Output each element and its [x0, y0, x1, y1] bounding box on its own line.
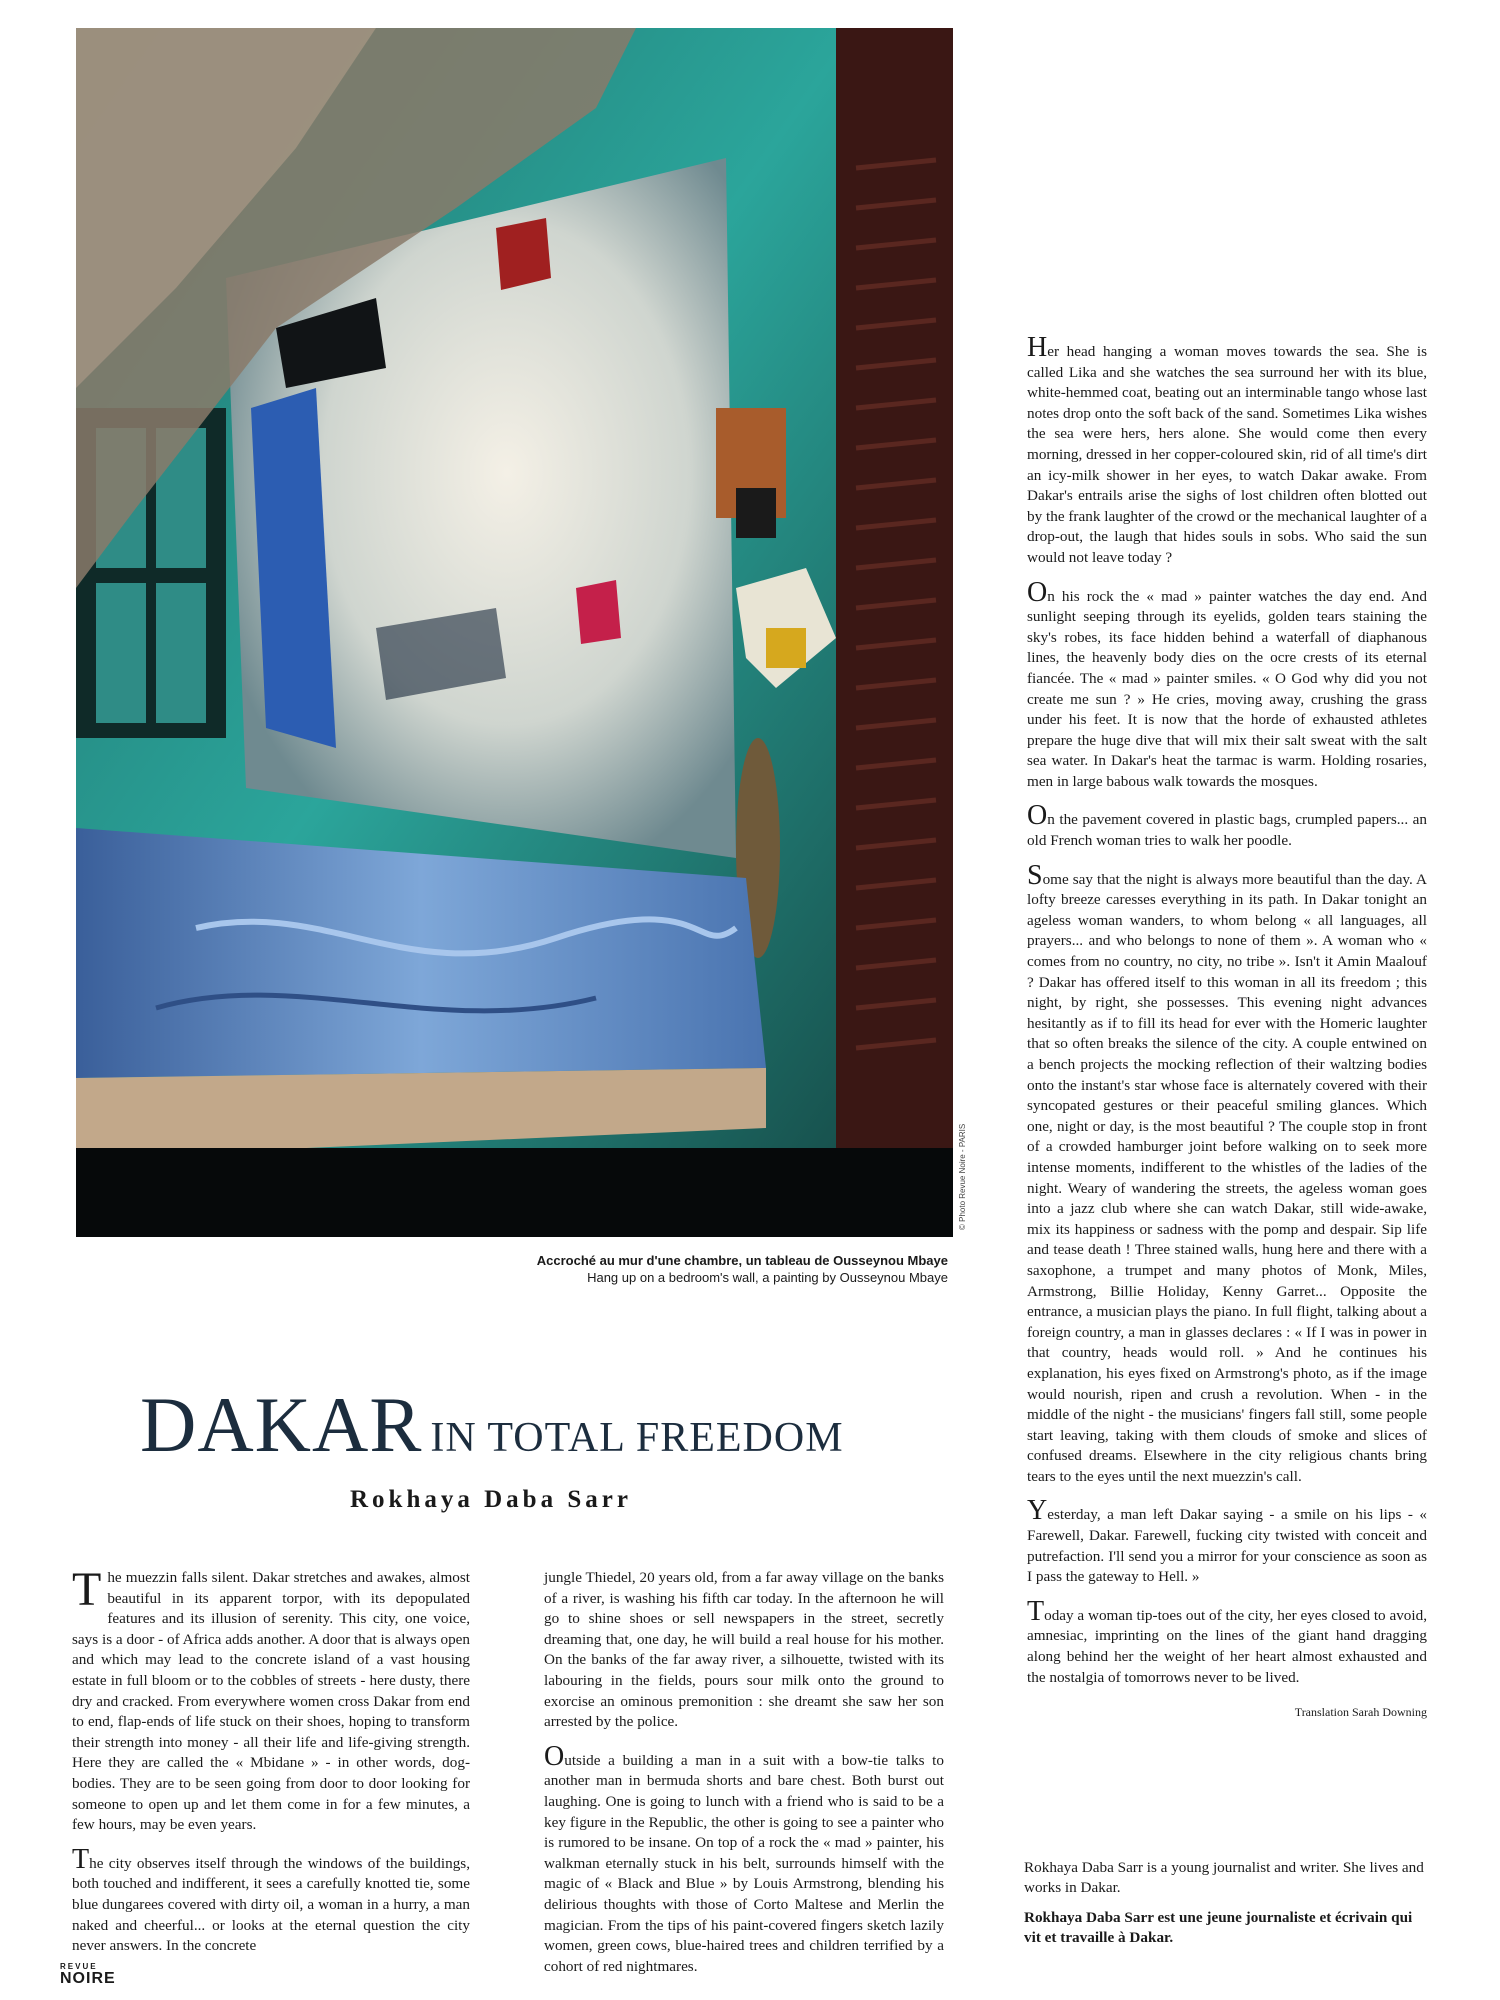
author-bio [1024, 1858, 1424, 1958]
title-sub: IN TOTAL FREEDOM [430, 1415, 844, 1461]
drop-cap: T [72, 1563, 102, 1616]
caption-french: Accroché au mur d'une chambre, un tableau de Ousseynou Mbaye [536, 1253, 948, 1268]
revue-noire-logo [60, 1962, 130, 1987]
paragraph: Some say that the night is always more beautiful than the day. A lofty breeze caresses everything in its path. In Dakar tonight an ageless woman wanders, to whom belong « all languages, all prayers... and who belongs to none of them ». A woman who « comes from no country, no city, no tribe ». Isn't it Amin Maalouf ? Dakar has offered itself to this woman in all its freedom ; this night, by right, she possesses. This evening night advances hesitantly as if to fill its head for ever with the Homeric laughter that so often breaks the silence of the city. A couple entwined on a bench projects the mocking reflection of their waltzing bodies onto the instant's star whose face is alternately covered with their syncopated gestures or their peaceful smiling glances. Which one, night or day, is the most beautiful ? The couple stop in front of a crowded hamburger joint before walking on to seek more intense moments, indifferent to the whistles of the ladies of the night. Weary of wandering the streets, the ageless woman goes into a jazz club where she can watch Dakar, still wide-awake, mix its happiness or sadness with the pomp and despair. Sip life and tease death ! Three stained walls, hung here and there with a saxophone, a trumpet and many photos of Monk, Miles, Armstrong, Billie Holiday, Kenny Garret... Opposite the entrance, a musician plays the piano. In full flight, talking about a foreign country, a man in glasses declares : « If I was in power in that country, heads would roll. » And he continues his explanation, his eyes fixed on Armstrong's photo, as if the image would nourish, ripen and crush a revolution. When - in the middle of the night - the musicians' fingers fall still, some people start leaving, taking with them clouds of smoke and slices of confused dreams. Elsewhere in the city religious chants bring tears to the eyes until the next muezzin's call. [1027, 859, 1427, 1485]
column-1 [72, 1563, 470, 1971]
paragraph: On the pavement covered in plastic bags, crumpled papers... an old French woman tries to walk her poodle. [1027, 800, 1427, 850]
article-author: Rokhaya Daba Sarr [350, 1486, 632, 1513]
photo-caption [348, 1252, 948, 1286]
paragraph: The city observes itself through the windows of the buildings, both touched and indifferent, it sees a carefully knotted tie, some blue dungarees covered with dirty oil, a woman in a hurry, a man naked and cheerful... or looks at the eternal question the city never answers. In the concrete [72, 1843, 470, 1955]
bedroom-photo-illustration [76, 28, 953, 1237]
photo-credit-text: © Photo Revue Noire - PARIS [958, 1123, 967, 1230]
translation-credit: Translation Sarah Downing [1294, 1705, 1427, 1720]
paragraph: Outside a building a man in a suit with a bow-tie talks to another man in bermuda shorts and bare chest. Both burst out laughing. One is going to lunch with a friend who is said to be a key figure in the Republic, the other is going to see a painter who is rumored to be insane. On top of a rock the « mad » painter, his walkman eternally stuck in his belt, surrounds himself with the magic of « Black and Blue » by Louis Armstrong, blending his delirious thoughts with those of Corto Maltese and Merlin the magician. From the tips of his paint-covered fingers sketch lazily women, green cows, blue-haired trees and children terrified by a cohort of red nightmares. [544, 1740, 944, 1975]
paragraph: On his rock the « mad » painter watches the day end. And sunlight seeping through its eyelids, golden tears staining the sky's robes, its face hidden behind a waterfall of diaphanous lines, the heavenly body dies on the ocre crests of its eternal fiancée. The « mad » painter smiles. « O God why did you not create me sun ? » He cries, moving away, crushing the grass under his feet. It is now that the horde of exhausted athletes prepare the huge dive that will mix their salt sweat with the salt sea water. In Dakar's heat the tarmac is warm. Holding rosaries, men in large babous walk towards the mosques. [1027, 576, 1427, 790]
column-3 [1027, 332, 1427, 1723]
paragraph: The muezzin falls silent. Dakar stretches and awakes, almost beautiful in its apparent torpor, with its depopulated features and its illusion of serenity. This city, one voice, says is a door - of Africa adds another. A door that is always open and which may lead to the concrete island of a vast housing estate in full bloom or to the cobbles of streets - here dusty, there dry and cracked. From everywhere women cross Dakar from end to end, flap-ends of life stuck on their shoes, hoping to transform their strength into money - all their life and life-giving strength. Here they are called the « Mbidane » - in other words, dog-bodies. They are to be seen going from door to door looking for someone to open up and let them come in for a few minutes, a few hours, may be even years. [72, 1563, 470, 1834]
bio-english: Rokhaya Daba Sarr is a young journalist and writer. She lives and works in Dakar. [1024, 1859, 1424, 1896]
column-2 [544, 1568, 944, 1991]
bio-french: Rokhaya Daba Sarr est une jeune journaliste et écrivain qui vit et travaille à Dakar. [1024, 1909, 1413, 1946]
photo-credit [958, 1050, 972, 1230]
paragraph: Yesterday, a man left Dakar saying - a smile on his lips - « Farewell, Dakar. Farewell, fucking city twisted with conceit and putrefaction. I'll send you a mirror for your conscience as soon as I pass the gateway to Hell. » [1027, 1495, 1427, 1586]
paragraph: Today a woman tip-toes out of the city, her eyes closed to avoid, amnesiac, imprinting on the lines of the giant hand dragging along behind her the weight of her heart almost exhausted and the nostalgia of tomorrows never to be lived. [1027, 1595, 1427, 1686]
caption-english: Hang up on a bedroom's wall, a painting by Ousseynou Mbaye [587, 1270, 948, 1285]
paragraph: Her head hanging a woman moves towards the sea. She is called Lika and she watches the sea surround her with its blue, white-hemmed coat, beating out an interminable tango whose last notes drop onto the soft back of the sand. Sometimes Lika wishes the sea were hers, hers alone. She would come then every morning, dressed in her copper-coloured skin, rid of all time's dirt an icy-milk shower in her eyes, to watch Dakar awake. From Dakar's entrails arise the sighs of lost children often blotted out by the frank laughter of the crowd or the mechanical laughter of a drop-out, the laugh that hides souls in sobs. Who said the sun would not leave today ? [1027, 332, 1427, 566]
bedroom-photo [76, 28, 953, 1237]
logo-line-1: REVUE [60, 1962, 98, 1971]
logo-line-2: NOIRE [60, 1970, 116, 1987]
paragraph: jungle Thiedel, 20 years old, from a far away village on the banks of a river, is washing his fifth car today. In the afternoon he will go to shine shoes or sell newspapers in the street, secretly dreaming that, one day, he will build a real house for his mother. On the banks of the far away river, a silhouette, twisted with its labouring in the fields, pours sour milk onto the ground to exorcise an ominous premonition : she dreamt she saw her son arrested by the police. [544, 1569, 944, 1731]
title-main: DAKAR [140, 1381, 423, 1468]
article-title [140, 1380, 900, 1470]
